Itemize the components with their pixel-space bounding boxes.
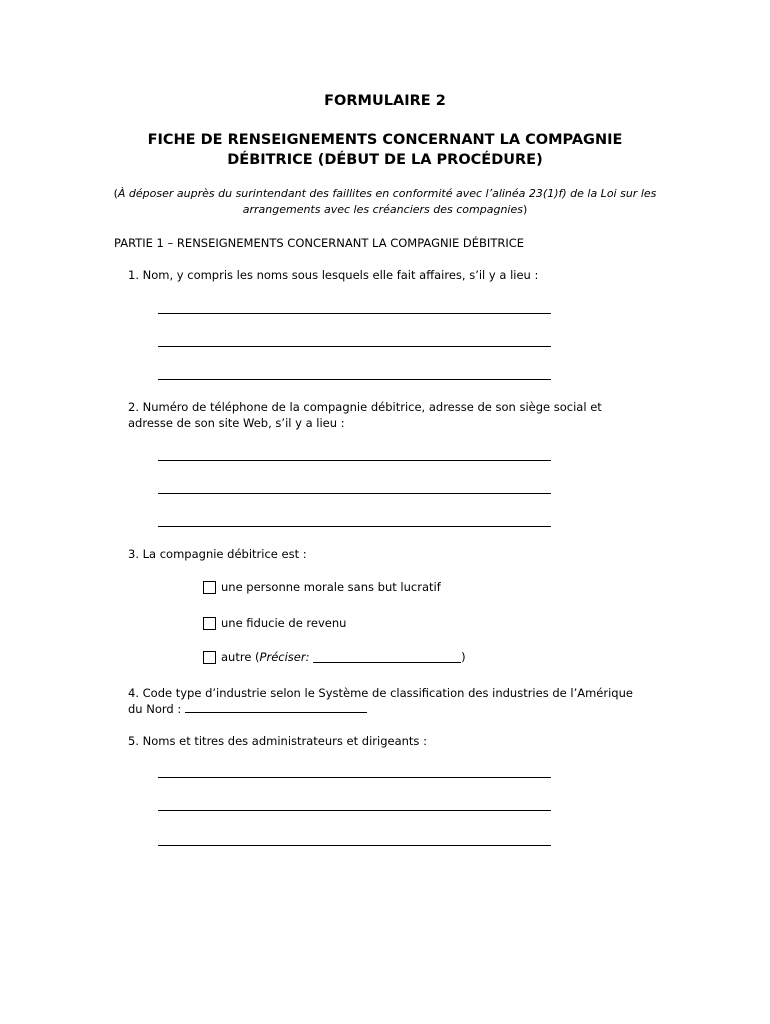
q3-other-label-italic: Préciser: bbox=[259, 650, 310, 664]
q3-other-checkbox[interactable] bbox=[203, 651, 216, 664]
q4-label-line-1: 4. Code type d’industrie selon le Système de classification des industries de l’Amérique bbox=[128, 686, 633, 700]
q2-answer-line-2[interactable] bbox=[158, 493, 551, 494]
q1-answer-line-2[interactable] bbox=[158, 346, 551, 347]
q4-label-line-2 bbox=[128, 701, 633, 717]
q5-answer-line-1[interactable] bbox=[158, 777, 551, 778]
q2-answer-line-3[interactable] bbox=[158, 526, 551, 527]
subtitle-open-paren: ( bbox=[113, 187, 118, 200]
q3-label: 3. La compagnie débitrice est : bbox=[128, 547, 307, 561]
q3-other-label-prefix: autre ( bbox=[221, 650, 260, 664]
q1-answer-line-3[interactable] bbox=[158, 379, 551, 380]
q3-other-specify-field[interactable] bbox=[313, 651, 461, 663]
q4-label bbox=[128, 685, 633, 717]
q2-label-line-2: adresse de son site Web, s’il y a lieu : bbox=[128, 416, 345, 430]
q4-label-line-2-text: du Nord : bbox=[128, 702, 182, 716]
q2-label-line-1: 2. Numéro de téléphone de la compagnie débitrice, adresse de son siège social et bbox=[128, 400, 602, 414]
q3-income-trust-label: une fiducie de revenu bbox=[221, 616, 347, 630]
q4-naics-code-field[interactable] bbox=[185, 701, 367, 713]
q1-answer-line-1[interactable] bbox=[158, 313, 551, 314]
part1-heading: PARTIE 1 – RENSEIGNEMENTS CONCERNANT LA COMPAGNIE DÉBITRICE bbox=[114, 236, 525, 250]
q3-nonprofit-checkbox[interactable] bbox=[203, 581, 216, 594]
q5-answer-line-2[interactable] bbox=[158, 810, 551, 811]
q2-answer-line-1[interactable] bbox=[158, 460, 551, 461]
q5-answer-line-3[interactable] bbox=[158, 845, 551, 846]
q3-option-other bbox=[203, 650, 466, 664]
form-number: FORMULAIRE 2 bbox=[324, 93, 446, 109]
form-title bbox=[0, 130, 770, 170]
q3-option-nonprofit bbox=[203, 580, 441, 594]
q3-option-income-trust bbox=[203, 616, 346, 630]
q3-income-trust-checkbox[interactable] bbox=[203, 617, 216, 630]
q2-label bbox=[128, 399, 602, 431]
subtitle-close-paren: ) bbox=[522, 203, 528, 216]
q5-label: 5. Noms et titres des administrateurs et dirigeants : bbox=[128, 734, 427, 748]
q3-other-label-suffix: ) bbox=[461, 650, 466, 664]
form-title-line-1: FICHE DE RENSEIGNEMENTS CONCERNANT LA COMPAGNIE bbox=[147, 132, 623, 148]
q1-label: 1. Nom, y compris les noms sous lesquels elle fait affaires, s’il y a lieu : bbox=[128, 268, 539, 282]
form-title-line-2: DÉBITRICE (DÉBUT DE LA PROCÉDURE) bbox=[227, 152, 543, 168]
form-subtitle bbox=[100, 186, 670, 218]
subtitle-text: À déposer auprès du surintendant des faillites en conformité avec l’alinéa 23(1)f) de la Loi sur les arrangements avec les créanciers des compagnies bbox=[117, 187, 657, 216]
q3-nonprofit-label: une personne morale sans but lucratif bbox=[221, 580, 441, 594]
